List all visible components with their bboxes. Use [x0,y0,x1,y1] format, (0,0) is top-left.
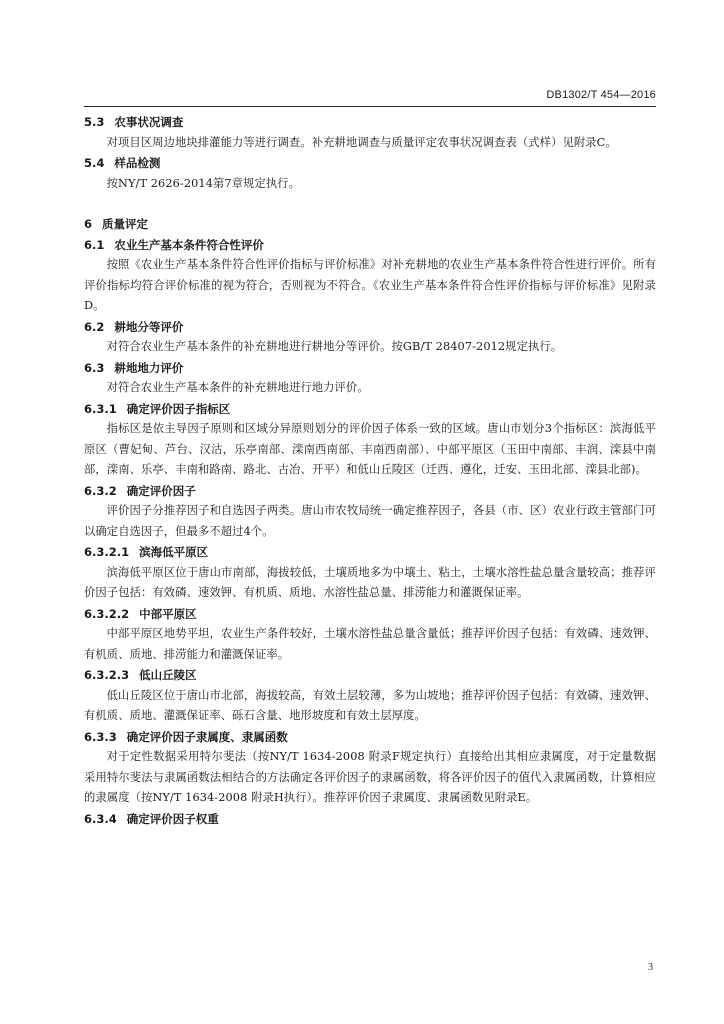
section-title: 中部平原区 [139,606,197,621]
section-title: 确定评价因子 [126,483,196,498]
section-number: 5.4 [84,156,105,170]
body-paragraph: 按NY/T 2626-2014第7章规定执行。 [106,176,301,190]
section-number: 6.3.3 [84,729,117,744]
section-number: 5.3 [84,115,105,129]
section-number: 6.3.2.1 [84,545,130,559]
body-paragraph: 按照《农业生产基本条件符合性评价指标与评价标准》对补充耕地的农业生产基本条件符合性进行评价。所有评价指标均符合评价标准的视为符合，否则视为不符合。《农业生产基本条件符合性评价指标与评价标准》见附录D。 [84,258,656,312]
section-heading [84,214,656,235]
section-title: 农事状况调查 [114,115,184,129]
section-title: 低山丘陵区 [139,668,197,682]
section-title: 确定评价因子权重 [126,811,219,826]
section-title: 样品检测 [114,156,161,170]
header-rule [84,106,656,107]
section-heading [84,235,656,256]
page-number: 3 [648,962,653,973]
section-title: 确定评价因子指标区 [126,401,231,416]
section-heading [84,399,656,420]
section-heading [84,665,656,686]
section-spacer [84,194,656,214]
section-heading [84,727,656,748]
section-heading [84,153,656,174]
section-number: 6.2 [84,319,105,334]
body-paragraph: 对符合农业生产基本条件的补充耕地进行地力评价。 [106,381,369,394]
body-paragraph: 中部平原区地势平坦，农业生产条件较好，土壤水溶性盐总量含量低；推荐评价因子包括：有效磷、速效钾、有机质、质地、排涝能力和灌溉保证率。 [84,627,656,661]
section-number: 6.3.2 [84,483,117,498]
section-number: 6.3.2.3 [84,668,130,682]
body-paragraph: 对符合农业生产基本条件的补充耕地进行耕地分等评价。按GB/T 28407-2012规定执行。 [106,340,563,353]
body-paragraph: 评价因子分推荐因子和自选因子两类。唐山市农牧局统一确定推荐因子，各县（市、区）农业行政主管部门可以确定自选因子，但最多不超过4个。 [84,504,656,538]
section-title: 耕地地力评价 [114,360,184,375]
section-number: 6.1 [84,237,105,252]
section-number: 6.3.2.2 [84,606,130,621]
body-paragraph: 低山丘陵区位于唐山市北部，海拔较高，有效土层较薄，多为山坡地；推荐评价因子包括：有效磷、速效钾、有机质、质地、灌溉保证率、砾石含量、地形坡度和有效土层厚度。 [84,688,656,722]
section-title: 确定评价因子隶属度、隶属函数 [126,729,288,744]
body-paragraph: 对项目区周边地块排灌能力等进行调查。补充耕地调查与质量评定农事状况调查表（式样）见附录C。 [106,135,617,149]
section-title: 质量评定 [102,217,149,231]
body-paragraph: 指标区是依主导因子原则和区域分异原则划分的评价因子体系一致的区域。唐山市划分3个指标区：滨海低平原区（曹妃甸、芦台、汉沽，乐亭南部、滦南西南部、丰南西南部）、中部平原区（玉田中南部、丰润、滦县中南部，滦南、乐亭、丰南和路南、路北、古冶、开平）和低山丘陵区（迁西、遵化，迁安、玉田北部、滦县北部)。 [84,422,656,476]
section-heading [84,542,656,563]
document-body [84,112,656,829]
section-heading [84,809,656,830]
section-heading [84,604,656,625]
section-number: 6.3.1 [84,401,117,416]
section-title: 滨海低平原区 [139,545,209,559]
section-heading [84,112,656,133]
section-title: 耕地分等评价 [114,319,184,334]
section-number: 6.3.4 [84,811,117,826]
section-number: 6 [84,217,93,231]
section-title: 农业生产基本条件符合性评价 [114,237,264,252]
section-heading [84,317,656,338]
section-heading [84,481,656,502]
section-heading [84,358,656,379]
body-paragraph: 对于定性数据采用特尔斐法（按NY/T 1634-2008 附录F规定执行）直接给出其相应隶属度，对于定量数据采用特尔斐法与隶属函数法相结合的方法确定各评价因子的隶属函数，将各评价因子的值代入隶属函数，计算相应的隶属度（按NY/T 1634-2008 附录H执行）。推荐评价因子隶属度、隶属函数见附录E。 [84,750,656,804]
document-code: DB1302/T 454—2016 [546,89,656,101]
section-number: 6.3 [84,360,105,375]
body-paragraph: 滨海低平原区位于唐山市南部，海拔较低，土壤质地多为中壤土、粘土，土壤水溶性盐总量含量较高；推荐评价因子包括：有效磷、速效钾、有机质、质地、水溶性盐总量、排涝能力和灌溉保证率。 [84,565,656,599]
